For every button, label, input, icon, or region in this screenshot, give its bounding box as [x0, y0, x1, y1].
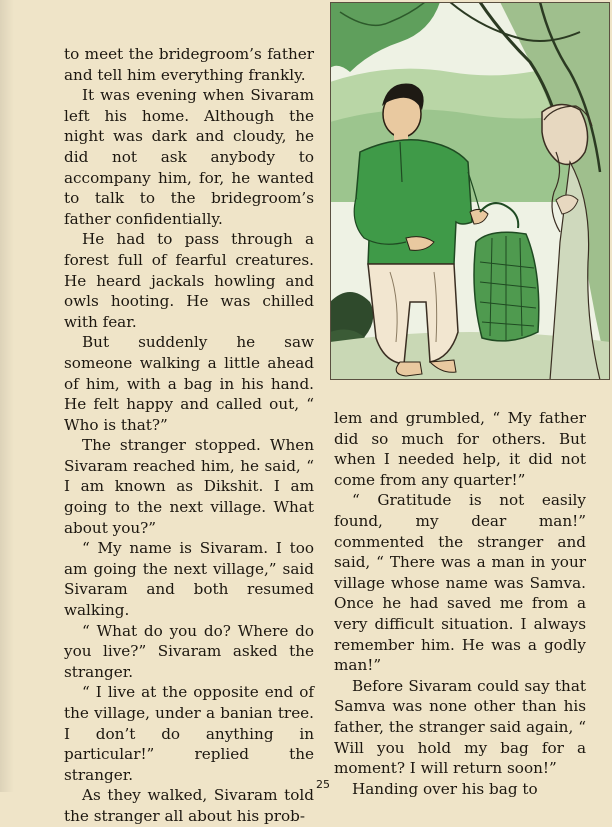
- story-illustration: [330, 2, 610, 380]
- paragraph: to meet the bridegroom’s father and tell him everything frankly.: [64, 45, 314, 84]
- paragraph: “ My name is Sivaram. I too am going the next village,” said Sivaram and both resumed walking.: [64, 539, 314, 620]
- paragraph: It was evening when Sivaram left his home. Although the night was dark and cloudy, he did not ask anybody to accompany him, for, he wanted to talk to the bridegroom’s father confidentially.: [64, 86, 314, 228]
- paragraph: Handing over his bag to: [352, 779, 538, 798]
- paragraph: Before Sivaram could say that Samva was none other than his father, the stranger said again, “ Will you hold my bag for a moment? I will return soon!”: [334, 676, 586, 778]
- paragraph: “ Gratitude is not easily found, my dear man!” commented the stranger and said, “ There was a man in your village whose name was Samva. Once he had saved me from a very difficult situation. I always remember him. He was a godly man!”: [334, 491, 586, 675]
- paragraph: The stranger stopped. When Sivaram reached him, he said, “ I am known as Dikshit. I am going to the next village. What about you?”: [64, 436, 314, 537]
- paragraph: “ I live at the opposite end of the village, under a banian tree. I don’t do anything in particular!” replied the stranger.: [64, 683, 314, 784]
- page-number: 25: [316, 778, 330, 791]
- paragraph: He had to pass through a forest full of fearful creatures. He heard jackals howling and owls hooting. He was chilled with fear.: [64, 230, 314, 331]
- paragraph: But suddenly he saw someone walking a little ahead of him, with a bag in his hand. He felt happy and called out, “ Who is that?”: [64, 333, 314, 434]
- right-text-column: [334, 408, 586, 799]
- paragraph: “ What do you do? Where do you live?” Sivaram asked the stranger.: [64, 621, 314, 681]
- left-text-column: [64, 44, 314, 827]
- paragraph: As they walked, Sivaram told the stranger all about his prob-: [64, 786, 314, 825]
- page-binding-shadow: [0, 0, 14, 792]
- paragraph: lem and grumbled, “ My father did so much for others. But when I needed help, it did not come from any quarter!”: [334, 409, 586, 489]
- illustration-forest-scene: [330, 2, 610, 380]
